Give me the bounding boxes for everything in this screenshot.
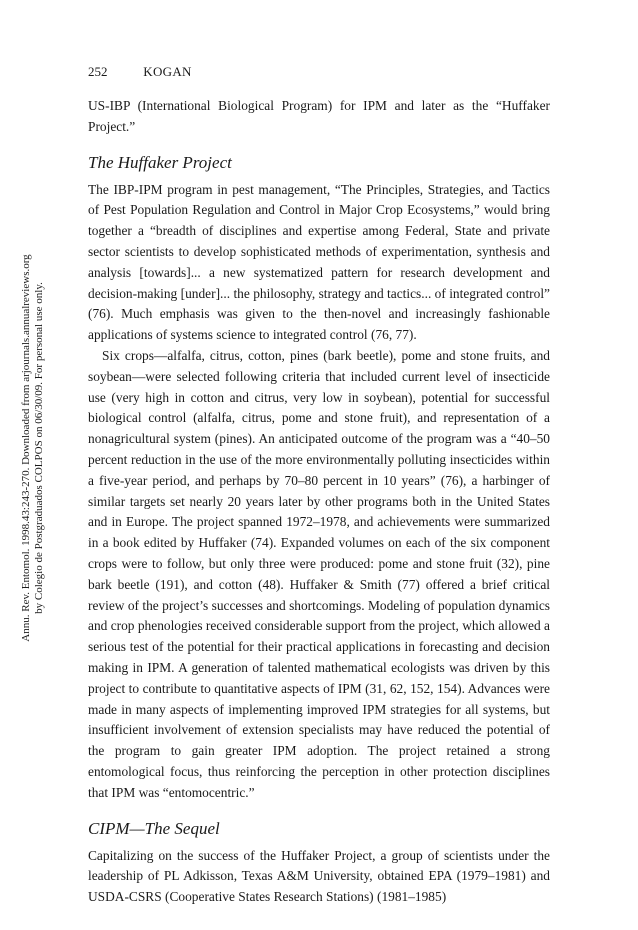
running-head: KOGAN (143, 64, 192, 79)
intro-paragraph: US-IBP (International Biological Program) for IPM and later as the “Huffaker Project.” (88, 98, 550, 134)
section-heading-cipm: CIPM—The Sequel (88, 818, 220, 838)
download-watermark (20, 238, 45, 658)
huffaker-paragraph-2: Six crops—alfalfa, citrus, cotton, pines (bark beetle), pome and stone fruits, and soybean—were selected following criteria that included current level of insecticide use (very high in cotton and citrus, very low in soybean), potential for successful biological control (alfalfa, citrus, pome and stone fruit), and representation of a nonagricultural system (pines). An anticipated outcome of the program was a “40–50 percent reduction in the use of the more environmentally polluting insecticides within a five-year period, and perhaps by 70–80 percent in 10 years” (76), a harbinger of similar targets set nearly 20 years later by other programs both in the United States and in Europe. The project spanned 1972–1978, and achievements were summarized in a book edited by Huffaker (74). Expanded volumes on each of the six component crops were to follow, but only three were produced: pome and stone fruit (32), pine bark beetle (191), and cotton (48). Huffaker & Smith (77) offered a brief critical review of the project’s successes and shortcomings. Modeling of population dynamics and crop phenologies received considerable support from the project, which allowed a serious test of the potential for their practical applications in forecasting and decision making in IPM. A generation of talented mathematical ecologists was driven by this project to contribute to quantitative aspects of IPM (31, 62, 152, 154). Advances were made in many aspects of implementing improved IPM strategies for all systems, but insufficient involvement of extension specialists may have reduced the potential of the program to gain greater IPM adoption. The project retained a strong entomological focus, thus reinforcing the perception in other protection disciplines that IPM was “entomocentric.” (88, 347, 550, 800)
main-text-column (88, 96, 550, 908)
cipm-paragraph-1: Capitalizing on the success of the Huffaker Project, a group of scientists under the leadership of PL Adkisson, Texas A&M University, obtained EPA (1979–1981) and USDA-CSRS (Cooperative States Research Stations) (1981–1985) (88, 847, 550, 905)
watermark-line-1: Annu. Rev. Entomol. 1998.43:243-270. Downloaded from arjournals.annualreviews.org (20, 254, 32, 642)
running-header (88, 64, 192, 80)
section-heading-huffaker: The Huffaker Project (88, 152, 232, 172)
watermark-line-2: by Colegio de Postgraduados COLPOS on 06/30/09. For personal use only. (33, 282, 45, 614)
page-number: 252 (88, 64, 108, 79)
huffaker-paragraph-1: The IBP-IPM program in pest management, “The Principles, Strategies, and Tactics of Pest Population Regulation and Control in Major Crop Ecosystems,” would bring together a “breadth of disciplines and expertise among Federal, State and private sector scientists to develop sophisticated methods of experimentation, synthesis and analysis [towards]... a new systematized pattern for research development and decision-making [under]... the philosophy, strategy and tactics... of integrated control” (76). Much emphasis was given to the then-novel and increasingly fashionable applications of systems science to integrated control (76, 77). (88, 181, 550, 343)
